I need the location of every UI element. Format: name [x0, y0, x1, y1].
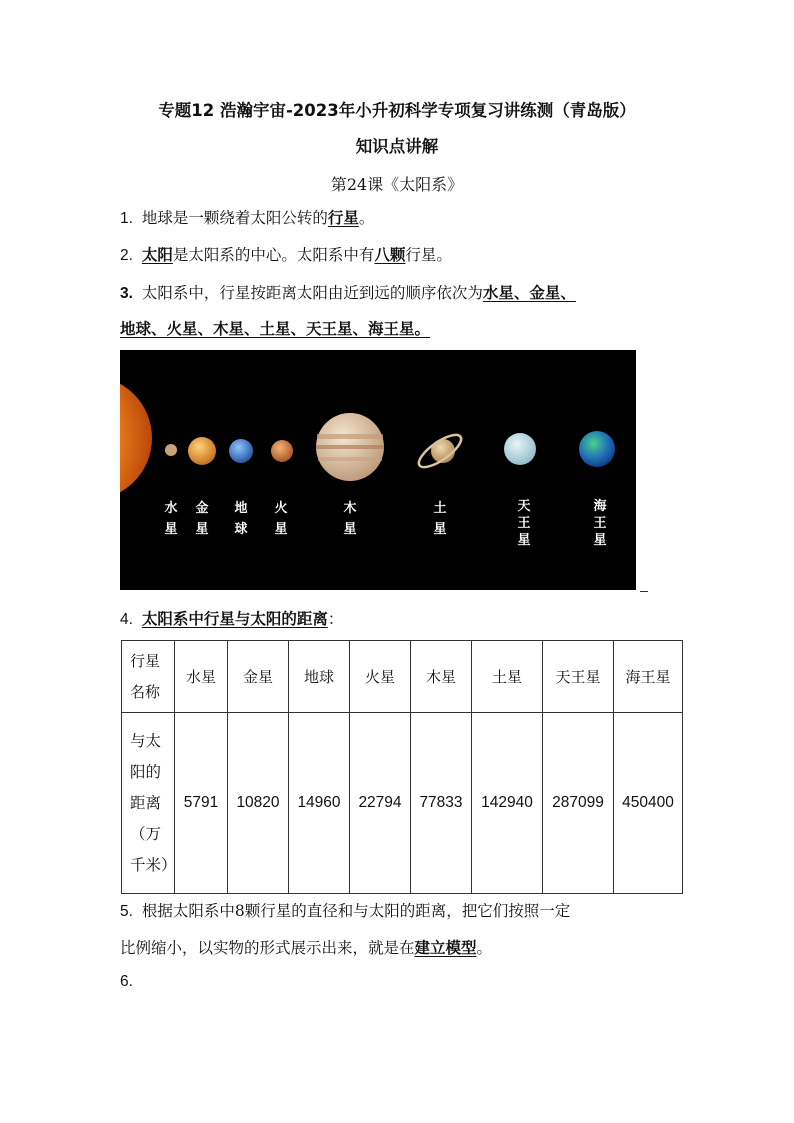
point-text: 太阳系中，行星按距离太阳由近到远的顺序依次为 [141, 284, 483, 302]
point-number: 3. [120, 285, 133, 302]
document-title: 专题12 浩瀚宇宙-2023年小升初科学专项复习讲练测（青岛版） [158, 101, 636, 120]
key-term: 建立模型 [414, 938, 477, 957]
point-end: 行星。 [405, 246, 452, 264]
point-text: 比例缩小，以实物的形式展示出来，就是在 [120, 939, 415, 957]
solar-system-image [120, 350, 636, 590]
table-row [122, 713, 683, 894]
point-3-continued [120, 317, 430, 339]
point-end: 。 [358, 209, 375, 227]
table-cell-planet: 木星 [411, 641, 472, 713]
table-row [122, 641, 683, 713]
point-5 [120, 899, 570, 921]
point-end: ： [327, 610, 344, 628]
table-cell-distance: 22794 [350, 713, 411, 894]
divider-mark [640, 591, 648, 592]
table-cell-distance: 10820 [228, 713, 289, 894]
key-term: 太阳系中行星与太阳的距离 [141, 609, 328, 628]
point-2 [120, 243, 452, 265]
point-1 [120, 206, 374, 228]
table-cell-planet: 海王星 [614, 641, 683, 713]
planet-label-mars: 火星 [274, 501, 288, 537]
key-term: 行星 [327, 208, 359, 227]
point-text: 是太阳系的中心。太阳系中有 [172, 246, 375, 264]
point-text: 根据太阳系中8颗行星的直径和与太阳的距离，把它们按照一定 [141, 902, 571, 920]
table-row-header: 与太阳的距离（万千米） [122, 713, 175, 894]
earth-shape [229, 439, 253, 463]
uranus-shape [504, 433, 536, 465]
table-cell-distance: 142940 [472, 713, 543, 894]
table-cell-planet: 火星 [350, 641, 411, 713]
point-4 [120, 607, 343, 629]
planet-label-neptune: 海王星 [593, 499, 607, 548]
section-subtitle: 知识点讲解 [355, 137, 439, 156]
saturn-shape [414, 429, 465, 472]
key-term: 地球、火星、木星、土星、天王星、海王星。 [120, 319, 431, 338]
key-term: 太阳 [141, 245, 173, 264]
point-text: 地球是一颗绕着太阳公转的 [141, 209, 328, 227]
distance-table [121, 640, 683, 894]
table-cell-distance: 450400 [614, 713, 683, 894]
lesson-heading: 第24课《太阳系》 [330, 175, 464, 194]
planet-label-saturn: 土星 [433, 501, 447, 537]
table-cell-planet: 地球 [289, 641, 350, 713]
table-cell-distance: 5791 [175, 713, 228, 894]
table-cell-distance: 14960 [289, 713, 350, 894]
jupiter-shape [316, 413, 384, 481]
point-number: 2. [120, 247, 133, 264]
key-term: 水星、金星、 [482, 283, 576, 302]
mercury-shape [165, 444, 177, 456]
point-number: 6. [120, 973, 133, 990]
table-cell-distance: 287099 [543, 713, 614, 894]
planet-label-earth: 地球 [234, 501, 248, 537]
table-cell-planet: 天王星 [543, 641, 614, 713]
solar-system-illustration [120, 350, 636, 590]
point-number: 5. [120, 903, 133, 920]
planet-label-uranus: 天王星 [517, 499, 531, 548]
sun-shape [120, 376, 152, 500]
planet-label-jupiter: 木星 [343, 501, 357, 537]
table-cell-planet: 金星 [228, 641, 289, 713]
venus-shape [188, 437, 216, 465]
mars-shape [271, 440, 293, 462]
point-5-continued [120, 936, 492, 958]
table-cell-planet: 水星 [175, 641, 228, 713]
table-cell-planet: 土星 [472, 641, 543, 713]
point-end: 。 [476, 939, 493, 957]
point-number: 4. [120, 611, 133, 628]
neptune-shape [579, 431, 615, 467]
key-term: 八颗 [374, 245, 406, 264]
point-6 [120, 972, 137, 991]
table-row-header: 行星名称 [122, 641, 175, 713]
planet-label-mercury: 水星 [164, 501, 178, 537]
point-number: 1. [120, 210, 133, 227]
table-cell-distance: 77833 [411, 713, 472, 894]
point-3 [120, 281, 576, 303]
planet-label-venus: 金星 [195, 501, 209, 537]
